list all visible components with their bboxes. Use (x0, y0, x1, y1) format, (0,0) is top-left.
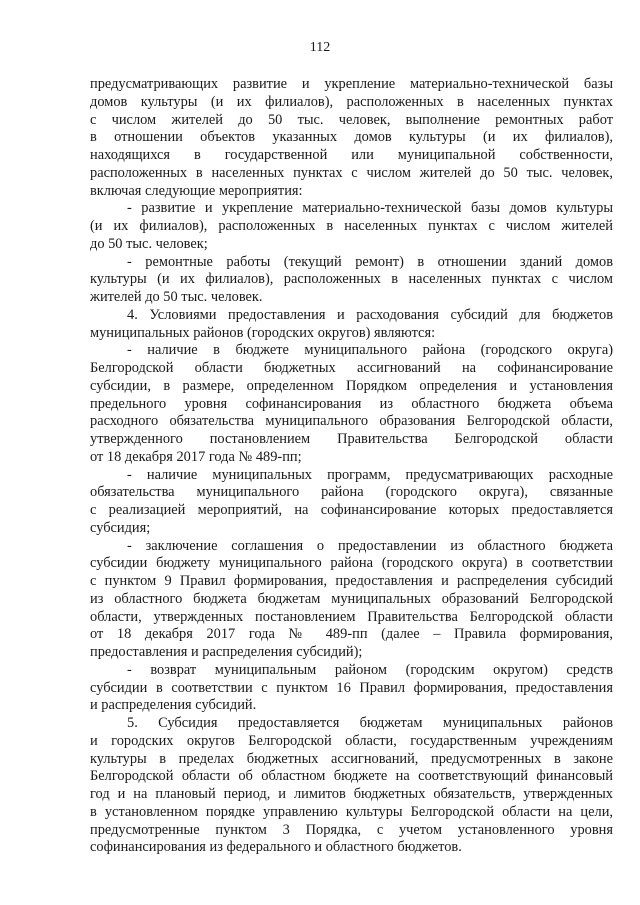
text-line: 5. Субсидия предоставляется бюджетам муниципальных районов (127, 715, 613, 731)
text-line: субсидии бюджету муниципального района (городского округа) в соответствии (90, 555, 613, 572)
text-line: от 18 декабря 2017 года № 489-пп (далее – Правила формирования, (90, 626, 613, 643)
text-line: обязательства муниципального района (городского округа), связанные (90, 484, 613, 501)
text-line: - заключение соглашения о предоставлении из областного бюджета (127, 537, 613, 554)
text-line: субсидия; (90, 519, 151, 536)
text-line: Белгородской области бюджетных ассигнований на софинансирование (90, 360, 613, 376)
text-line: и городских округов Белгородской области, государственным учреждениям (90, 732, 613, 749)
text-line: включая следующие мероприятия: (90, 182, 303, 199)
text-line: предоставления и распределения субсидий); (90, 644, 363, 660)
text-line: жителей до 50 тыс. человек. (90, 289, 263, 305)
text-line: с числом жителей до 50 тыс. человек, выполнение ремонтных работ (90, 111, 613, 128)
text-line: и распределения субсидий. (90, 697, 257, 714)
text-line: субсидии, в размере, определенном Порядком определения и установления (90, 377, 613, 394)
text-line: - наличие муниципальных программ, предусматривающих расходные (127, 466, 613, 483)
text-line: предусмотренные пунктом 3 Порядка, с учетом установленного уровня (90, 821, 613, 838)
text-line: области, утвержденных постановлением Правительства Белгородской области (90, 608, 613, 625)
text-line: находящихся в государственной или муниципальной собственности, (90, 147, 613, 163)
page-number: 112 (309, 40, 331, 55)
text-line: субсидии в соответствии с пунктом 16 Правил формирования, предоставления (90, 679, 613, 696)
text-line: в установленном порядке управлению культуры Белгородской области на цели, (90, 803, 613, 820)
text-line: 4. Условиями предоставления и расходования субсидий для бюджетов (127, 306, 613, 323)
text-line: утвержденного постановлением Правительства Белгородской области (90, 431, 613, 447)
text-line: муниципальных районов (городских округов) являются: (90, 324, 436, 341)
text-line: Белгородской области об областном бюджете на соответствующий финансовый (90, 768, 613, 785)
text-line: софинансирования из федерального и областного бюджетов. (90, 839, 462, 856)
text-line: с реализацией мероприятий, на софинансирование которых предоставляется (90, 502, 613, 518)
text-line: (и их филиалов), расположенных в населенных пунктах с числом жителей (90, 218, 613, 234)
text-line: культуры в пределах бюджетных ассигнований, предусмотренных в законе (90, 750, 613, 767)
text-line: расположенных в населенных пунктах с числом жителей до 50 тыс. человек, (90, 164, 613, 181)
text-line: расходного обязательства муниципального образования Белгородской области, (90, 413, 613, 430)
text-line: предусматривающих развитие и укрепление материально-технической базы (90, 76, 613, 92)
text-line: с пунктом 9 Правил формирования, предоставления и распределения субсидий (90, 573, 613, 589)
text-line: - наличие в бюджете муниципального района (городского округа) (127, 342, 613, 359)
text-line: год и на плановый период, и лимитов бюджетных обязательств, утвержденных (90, 786, 613, 802)
text-line: из областного бюджета бюджетам муниципальных образований Белгородской (90, 590, 613, 607)
text-line: - развитие и укрепление материально-технической базы домов культуры (127, 200, 613, 217)
text-line: домов культуры (и их филиалов), расположенных в населенных пунктах (90, 93, 613, 110)
text-line: до 50 тыс. человек; (90, 235, 208, 252)
text-line: - ремонтные работы (текущий ремонт) в отношении зданий домов (127, 253, 613, 270)
text-line: - возврат муниципальным районом (городским округом) средств (127, 661, 613, 678)
text-line: предельного уровня софинансирования из областного бюджета объема (90, 395, 613, 412)
text-line: культуры (и их филиалов), расположенных в населенных пунктах с числом (90, 271, 613, 288)
text-line: от 18 декабря 2017 года № 489-пп; (90, 448, 302, 465)
text-line: в отношении объектов указанных домов культуры (и их филиалов), (90, 129, 613, 146)
